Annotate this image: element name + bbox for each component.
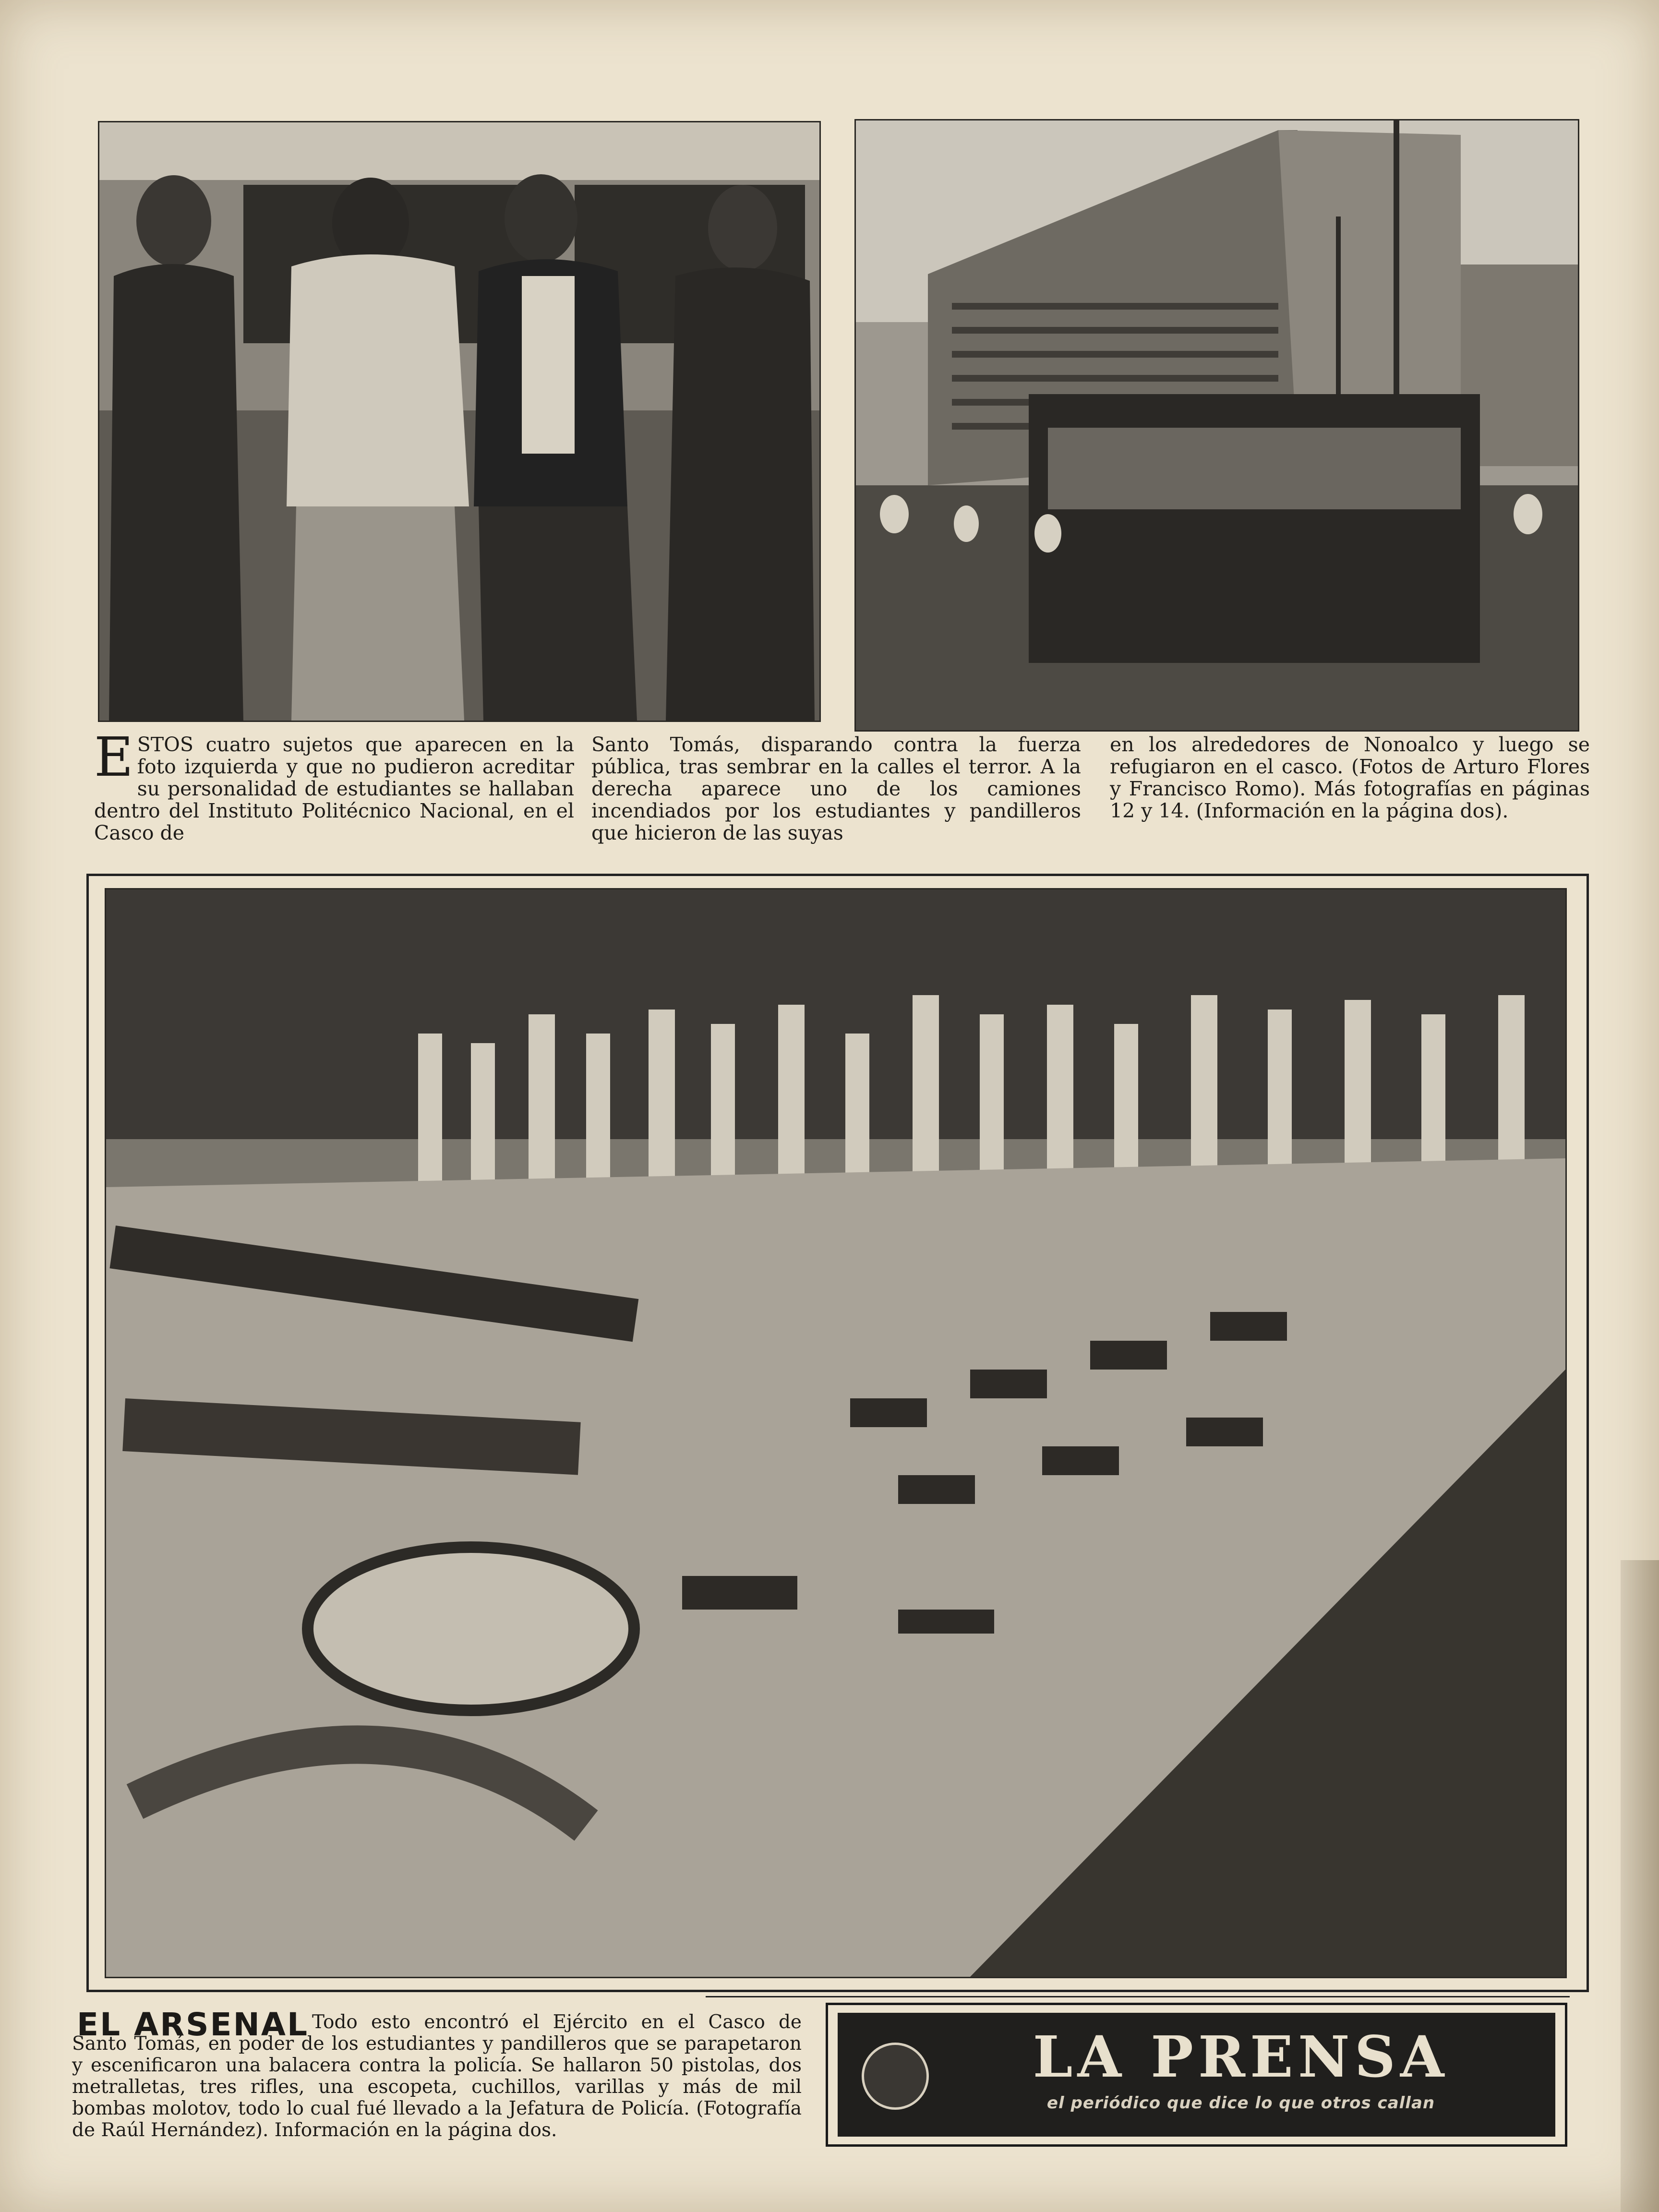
la-prensa-banner bbox=[826, 2003, 1567, 2147]
caption-column-2: Santo Tomás, disparando contra la fuerza pública, tras sembrar en la calles el terror. A la derecha aparece uno de los camiones incendiados por los estudiantes y pandilleros que hicieron de las suyas bbox=[591, 733, 1081, 844]
caption-column-1 bbox=[94, 726, 574, 844]
bus-illustration bbox=[856, 120, 1578, 730]
arsenal-illustration bbox=[106, 890, 1565, 1977]
caption-column-3: en los alrededores de Nonoalco y luego se refugiaron en el casco. (Fotos de Arturo Flores y Francisco Romo). Más fotografías en páginas 12 y 14. (Información en la página dos). bbox=[1110, 733, 1590, 822]
photo-arsenal bbox=[105, 888, 1567, 1978]
masthead-slogan: el periódico que dice lo que otros callan bbox=[1046, 2093, 1435, 2113]
dropcap: E bbox=[94, 726, 133, 789]
banner-inner bbox=[838, 2013, 1555, 2137]
photo-detainees bbox=[98, 121, 821, 722]
torn-edge bbox=[1621, 1560, 1659, 2212]
arsenal-caption: Todo esto encontró el Ejército en el Casco de Santo Tomás, en poder de los estudiantes y pandilleros que se parapetaron y escenificaron una balacera contra la policía. Se hallaron 50 pistolas, dos metralletas, tres rifles, una escopeta, cuchillos, varillas y más de mil bombas molotov, todo lo cual fué llevado a la Jefatura de Policía. (Fotografía de Raúl Hernández). Información en la página dos. bbox=[72, 2011, 802, 2141]
divider-rule bbox=[706, 1996, 1570, 1997]
detainees-illustration bbox=[99, 122, 819, 721]
arsenal-headline: EL ARSENAL bbox=[77, 2006, 309, 2043]
caption-text-1: STOS cuatro sujetos que aparecen en la foto izquierda y que no pudieron acreditar su personalidad de estudiantes se hallaban dentro del Instituto Politécnico Nacional, en el Casco de bbox=[94, 733, 574, 844]
photo-burned-bus bbox=[854, 119, 1579, 732]
masthead-title: LA PRENSA bbox=[1033, 2023, 1449, 2090]
lion-emblem-icon bbox=[862, 2043, 929, 2110]
